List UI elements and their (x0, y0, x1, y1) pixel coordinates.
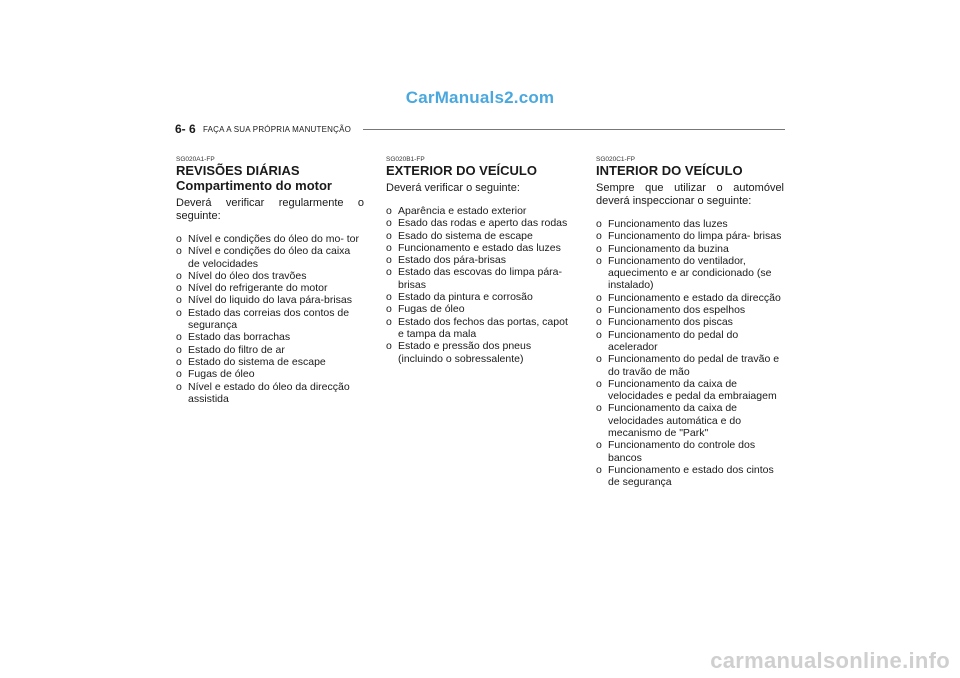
section-title: FAÇA A SUA PRÓPRIA MANUTENÇÃO (203, 125, 352, 134)
checklist-item: o Nível e condições do óleo do mo- tor (176, 233, 364, 245)
checklist-item: o Nível e condições do óleo da caixa de velocidades (176, 245, 364, 270)
checklist-item: o Estado dos fechos das portas, capot e tampa da mala (386, 316, 574, 341)
section-intro: Deverá verificar o seguinte: (386, 182, 520, 194)
checklist-item: o Funcionamento do pedal de travão e do travão de mão (596, 353, 784, 378)
section-heading: INTERIOR DO VEÍCULO (596, 163, 743, 178)
checklist (386, 205, 574, 365)
checklist-item: o Estado das borrachas (176, 331, 364, 343)
section-heading: REVISÕES DIÁRIAS (176, 163, 300, 178)
checklist (176, 233, 364, 405)
section-code: SG020A1-FP (176, 156, 215, 163)
section-heading: EXTERIOR DO VEÍCULO (386, 163, 537, 178)
checklist-item: o Estado do filtro de ar (176, 344, 364, 356)
column-exterior (386, 156, 574, 365)
checklist-item: o Estado das correias dos contos de segurança (176, 307, 364, 332)
column-interior (596, 156, 784, 489)
column-daily-checks (176, 156, 364, 405)
checklist-item: o Nível do óleo dos travões (176, 270, 364, 282)
section-intro: Sempre que utilizar o automóvel deverá inspeccionar o seguinte: (596, 182, 784, 207)
section-code: SG020C1-FP (596, 156, 636, 163)
checklist (596, 218, 784, 489)
checklist-item: o Funcionamento do pedal do acelerador (596, 329, 784, 354)
checklist-item: o Funcionamento e estado das luzes (386, 242, 574, 254)
checklist-item: o Nível do liquido do lava pára-brisas (176, 294, 364, 306)
checklist-item: o Funcionamento da buzina (596, 243, 784, 255)
checklist-item: o Funcionamento dos espelhos (596, 304, 784, 316)
checklist-item: o Estado das escovas do limpa pára- brisas (386, 266, 574, 291)
page-header (175, 122, 785, 138)
watermark-top: CarManuals2.com (405, 88, 555, 107)
checklist-item: o Aparência e estado exterior (386, 205, 574, 217)
checklist-item: o Estado dos pára-brisas (386, 254, 574, 266)
checklist-item: o Esado das rodas e aperto das rodas (386, 217, 574, 229)
checklist-item: o Estado e pressão dos pneus (incluindo o sobressalente) (386, 340, 574, 365)
checklist-item: o Funcionamento dos piscas (596, 316, 784, 328)
header-rule (363, 129, 785, 130)
checklist-item: o Fugas de óleo (386, 303, 574, 315)
section-code: SG020B1-FP (386, 156, 425, 163)
checklist-item: o Funcionamento do controle dos bancos (596, 439, 784, 464)
page-number: 6- 6 (175, 122, 196, 136)
checklist-item: o Funcionamento e estado da direcção (596, 292, 784, 304)
checklist-item: o Esado do sistema de escape (386, 230, 574, 242)
checklist-item: o Estado do sistema de escape (176, 356, 364, 368)
checklist-item: o Fugas de óleo (176, 368, 364, 380)
checklist-item: o Nível e estado do óleo da direcção assistida (176, 381, 364, 406)
checklist-item: o Funcionamento da caixa de velocidades automática e do mecanismo de "Park" (596, 402, 784, 439)
checklist-item: o Estado da pintura e corrosão (386, 291, 574, 303)
checklist-item: o Nível do refrigerante do motor (176, 282, 364, 294)
section-intro: Deverá verificar regularmente o seguinte: (176, 197, 364, 222)
section-subheading: Compartimento do motor (176, 178, 332, 193)
checklist-item: o Funcionamento das luzes (596, 218, 784, 230)
checklist-item: o Funcionamento da caixa de velocidades e pedal da embraiagem (596, 378, 784, 403)
checklist-item: o Funcionamento do ventilador, aquecimento e ar condicionado (se instalado) (596, 255, 784, 292)
checklist-item: o Funcionamento do limpa pára- brisas (596, 230, 784, 242)
checklist-item: o Funcionamento e estado dos cintos de segurança (596, 464, 784, 489)
watermark-bottom: carmanualsonline.info (710, 648, 950, 673)
